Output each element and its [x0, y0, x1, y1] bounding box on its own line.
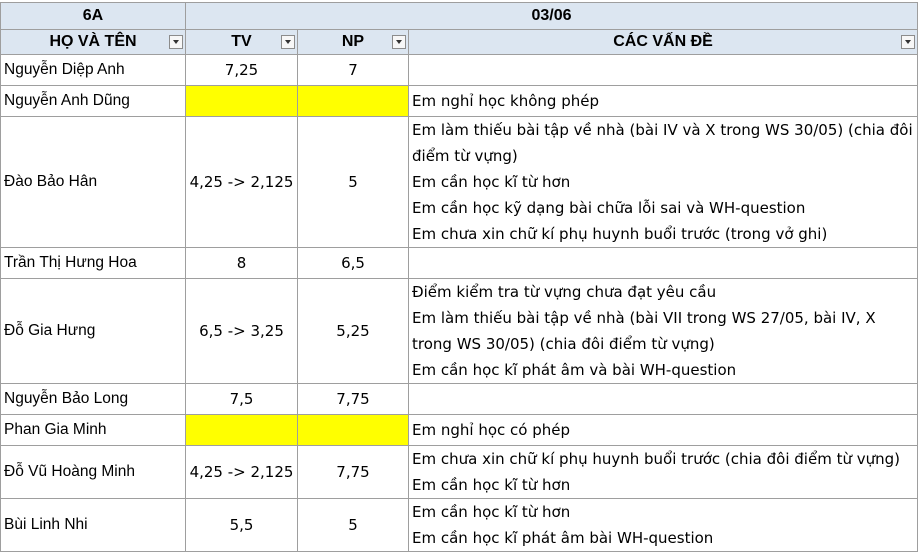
issue-line: Em chưa xin chữ kí phụ huynh buổi trước (trong vở ghi)	[412, 225, 828, 243]
issue-line: Em cần học kĩ từ hơn	[412, 173, 571, 191]
column-header-name-label: HỌ VÀ TÊN	[49, 33, 137, 50]
np-score-cell[interactable]	[298, 415, 409, 446]
column-header-np[interactable]	[298, 30, 409, 55]
np-score-cell[interactable]: 5	[298, 499, 409, 552]
issue-line: Em làm thiếu bài tập về nhà (bài IV và X trong WS 30/05) (chia đôi	[412, 121, 913, 139]
tv-score-cell[interactable]: 5,5	[186, 499, 298, 552]
tv-score-cell[interactable]: 8	[186, 248, 298, 279]
tv-score-cell[interactable]: 7,5	[186, 384, 298, 415]
issue-line: Em nghỉ học có phép	[412, 421, 570, 439]
np-score-cell[interactable]: 7,75	[298, 446, 409, 499]
header-row-columns	[1, 30, 918, 55]
header-row-group	[1, 3, 918, 30]
grade-sheet	[0, 2, 918, 552]
issues-cell[interactable]	[409, 384, 918, 415]
issue-line: Em cần học kĩ từ hơn	[412, 476, 571, 494]
np-score-cell[interactable]: 7,75	[298, 384, 409, 415]
class-label-cell[interactable]: 6A	[1, 3, 186, 30]
tv-score-cell[interactable]: 4,25 -> 2,125	[186, 117, 298, 248]
column-header-name[interactable]	[1, 30, 186, 55]
tv-score-cell[interactable]	[186, 86, 298, 117]
np-score-cell[interactable]: 7	[298, 55, 409, 86]
issue-line: Em nghỉ học không phép	[412, 92, 599, 110]
student-name-cell[interactable]: Bùi Linh Nhi	[1, 499, 186, 552]
column-header-issues-label: CÁC VẤN ĐỀ	[613, 33, 713, 50]
issue-line: Em cần học kĩ phát âm và bài WH-question	[412, 361, 737, 379]
issue-line: trong WS 30/05) (chia đôi điểm từ vựng)	[412, 335, 715, 353]
column-header-np-label: NP	[341, 33, 365, 50]
table-row	[1, 499, 918, 552]
issues-cell[interactable]	[409, 248, 918, 279]
tv-score-cell[interactable]: 4,25 -> 2,125	[186, 446, 298, 499]
column-header-tv[interactable]	[186, 30, 298, 55]
tv-score-cell[interactable]: 6,5 -> 3,25	[186, 279, 298, 384]
np-score-cell[interactable]	[298, 86, 409, 117]
issues-cell[interactable]	[409, 499, 918, 552]
issue-line: Điểm kiểm tra từ vựng chưa đạt yêu cầu	[412, 283, 717, 301]
table-row	[1, 86, 918, 117]
issue-line: Em cần học kĩ từ hơn	[412, 503, 571, 521]
filter-dropdown-icon[interactable]	[901, 35, 915, 49]
table-row	[1, 446, 918, 499]
student-name-cell[interactable]: Đỗ Gia Hưng	[1, 279, 186, 384]
issues-cell[interactable]	[409, 117, 918, 248]
issues-cell[interactable]	[409, 55, 918, 86]
student-name-cell[interactable]: Nguyễn Bảo Long	[1, 384, 186, 415]
issue-line: Em cần học kĩ phát âm bài WH-question	[412, 529, 714, 547]
student-name-cell[interactable]: Nguyễn Anh Dũng	[1, 86, 186, 117]
column-header-issues[interactable]	[409, 30, 918, 55]
column-header-tv-label: TV	[231, 33, 252, 50]
table-row	[1, 279, 918, 384]
date-label-cell[interactable]: 03/06	[186, 3, 918, 30]
student-name-cell[interactable]: Nguyễn Diệp Anh	[1, 55, 186, 86]
student-name-cell[interactable]: Trần Thị Hưng Hoa	[1, 248, 186, 279]
np-score-cell[interactable]: 5,25	[298, 279, 409, 384]
table-row	[1, 117, 918, 248]
issue-line: Em làm thiếu bài tập về nhà (bài VII trong WS 27/05, bài IV, X	[412, 309, 876, 327]
issues-cell[interactable]	[409, 86, 918, 117]
np-score-cell[interactable]: 6,5	[298, 248, 409, 279]
issue-line: Em chưa xin chữ kí phụ huynh buổi trước (chia đôi điểm từ vựng)	[412, 450, 900, 468]
table-row	[1, 384, 918, 415]
issues-cell[interactable]	[409, 279, 918, 384]
tv-score-cell[interactable]	[186, 415, 298, 446]
student-name-cell[interactable]: Đỗ Vũ Hoàng Minh	[1, 446, 186, 499]
filter-dropdown-icon[interactable]	[392, 35, 406, 49]
issues-cell[interactable]	[409, 415, 918, 446]
student-name-cell[interactable]: Phan Gia Minh	[1, 415, 186, 446]
tv-score-cell[interactable]: 7,25	[186, 55, 298, 86]
filter-dropdown-icon[interactable]	[169, 35, 183, 49]
issue-line: Em cần học kỹ dạng bài chữa lỗi sai và WH-question	[412, 199, 806, 217]
np-score-cell[interactable]: 5	[298, 117, 409, 248]
issues-cell[interactable]	[409, 446, 918, 499]
filter-dropdown-icon[interactable]	[281, 35, 295, 49]
student-name-cell[interactable]: Đào Bảo Hân	[1, 117, 186, 248]
table-row	[1, 415, 918, 446]
issue-line: điểm từ vựng)	[412, 147, 518, 165]
table-row	[1, 55, 918, 86]
table-row	[1, 248, 918, 279]
